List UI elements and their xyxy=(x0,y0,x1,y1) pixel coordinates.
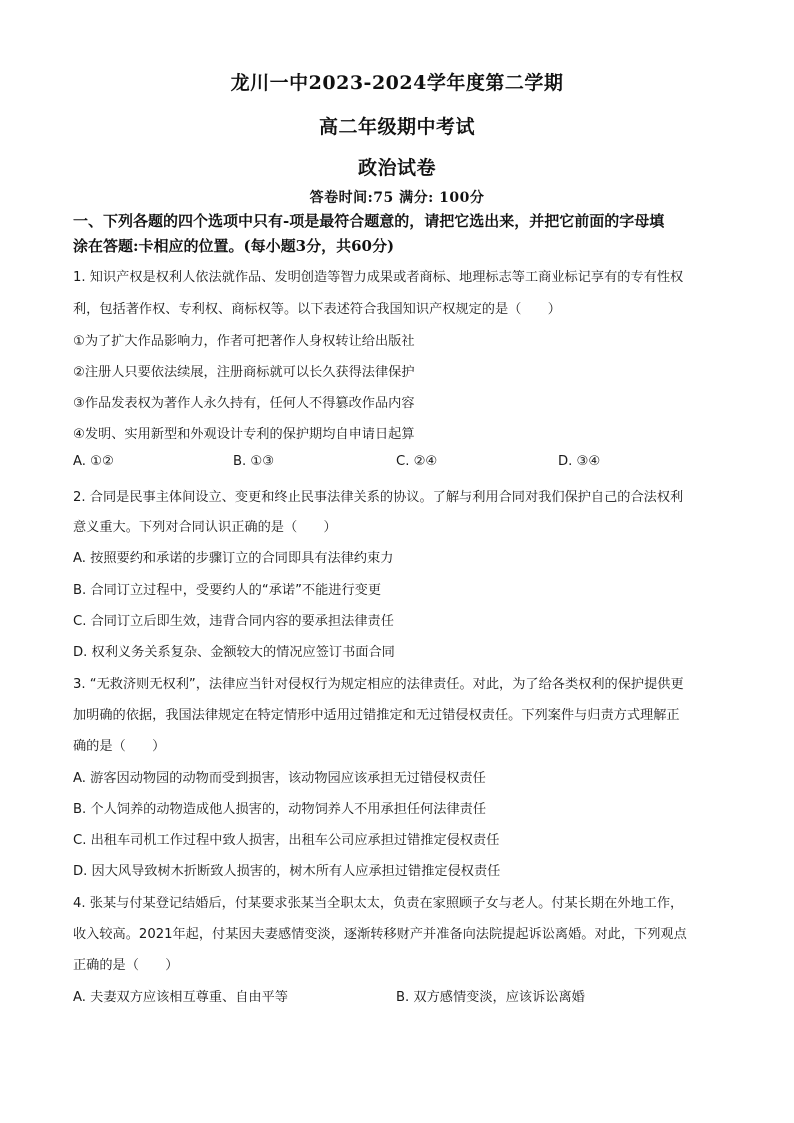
question-1-statement: ④发明、实用新型和外观设计专利的保护期均自申请日起算 xyxy=(73,427,415,442)
question-4-option-a: A. 夫妻双方应该相互尊重、自由平等 xyxy=(73,990,288,1005)
question-4-option-b: B. 双方感情变淡，应该诉讼离婚 xyxy=(396,990,585,1005)
question-2-option-c: C. 合同订立后即生效，违背合同内容的要承担法律责任 xyxy=(73,614,394,629)
question-3-option-a: A. 游客因动物园的动物而受到损害，该动物园应该承担无过错侵权责任 xyxy=(73,771,486,786)
question-2-option-b: B. 合同订立过程中，受要约人的“承诺”不能进行变更 xyxy=(73,583,382,598)
question-4-stem-line: 4. 张某与付某登记结婚后，付某要求张某当全职太太，负责在家照顾子女与老人。付某长期在外地工作， xyxy=(73,896,684,911)
question-1-stem-line: 1. 知识产权是权利人依法就作品、发明创造等智力成果或者商标、地理标志等工商业标记享有的专有性权 xyxy=(73,270,684,285)
section-instruction-line: 涂在答题:卡相应的位置。(每小题3分，共60分) xyxy=(73,237,395,255)
question-1-option-b: B. ①③ xyxy=(233,454,275,469)
question-1-stem-line: 利，包括著作权、专利权、商标权等。以下表述符合我国知识产权规定的是（ ） xyxy=(73,302,561,317)
question-1-option-a: A. ①② xyxy=(73,454,114,469)
question-1-option-d: D. ③④ xyxy=(558,454,601,469)
question-1-option-c: C. ②④ xyxy=(396,454,438,469)
question-1-statement: ①为了扩大作品影响力，作者可把著作人身权转让给出版社 xyxy=(73,334,415,349)
question-3-option-d: D. 因大风导致树木折断致人损害的，树木所有人应承担过错推定侵权责任 xyxy=(73,864,501,879)
question-4-stem-line: 正确的是（ ） xyxy=(73,958,179,973)
exam-info: 答卷时间:75 满分: 100分 xyxy=(309,190,485,206)
question-3-stem-line: 加明确的依据，我国法律规定在特定情形中适用过错推定和无过错侵权责任。下列案件与归责方式理解正 xyxy=(73,708,680,723)
school-term-title: 龙川一中2023-2024学年度第二学期 xyxy=(230,72,564,94)
question-3-stem-line: 3. “无救济则无权利”，法律应当针对侵权行为规定相应的法律责任。对此，为了给各类权利的保护提供更 xyxy=(73,677,684,692)
question-4-stem-line: 收入较高。2021年起，付某因夫妻感情变淡，逐渐转移财产并准备向法院提起诉讼离婚。对此，下列观点 xyxy=(73,927,687,942)
subject-title: 政治试卷 xyxy=(357,157,436,179)
exam-title: 高二年级期中考试 xyxy=(318,116,475,138)
question-2-stem-line: 2. 合同是民事主体间设立、变更和终止民事法律关系的协议。了解与利用合同对我们保护自己的合法权利 xyxy=(73,490,684,505)
question-2-option-a: A. 按照要约和承诺的步骤订立的合同即具有法律约束力 xyxy=(73,551,394,566)
question-3-option-b: B. 个人饲养的动物造成他人损害的，动物饲养人不用承担任何法律责任 xyxy=(73,802,487,817)
question-3-option-c: C. 出租车司机工作过程中致人损害，出租车公司应承担过错推定侵权责任 xyxy=(73,833,500,848)
section-instruction-line: 一、下列各题的四个选项中只有-项是最符合题意的，请把它选出来，并把它前面的字母填 xyxy=(73,212,665,230)
question-2-option-d: D. 权利义务关系复杂、金额较大的情况应签订书面合同 xyxy=(73,645,395,660)
question-1-statement: ③作品发表权为著作人永久持有，任何人不得篡改作品内容 xyxy=(73,396,415,411)
question-2-stem-line: 意义重大。下列对合同认识正确的是（ ） xyxy=(73,520,337,535)
question-3-stem-line: 确的是（ ） xyxy=(73,739,166,754)
question-1-statement: ②注册人只要依法续展，注册商标就可以长久获得法律保护 xyxy=(73,365,415,380)
section-instruction xyxy=(73,209,733,259)
